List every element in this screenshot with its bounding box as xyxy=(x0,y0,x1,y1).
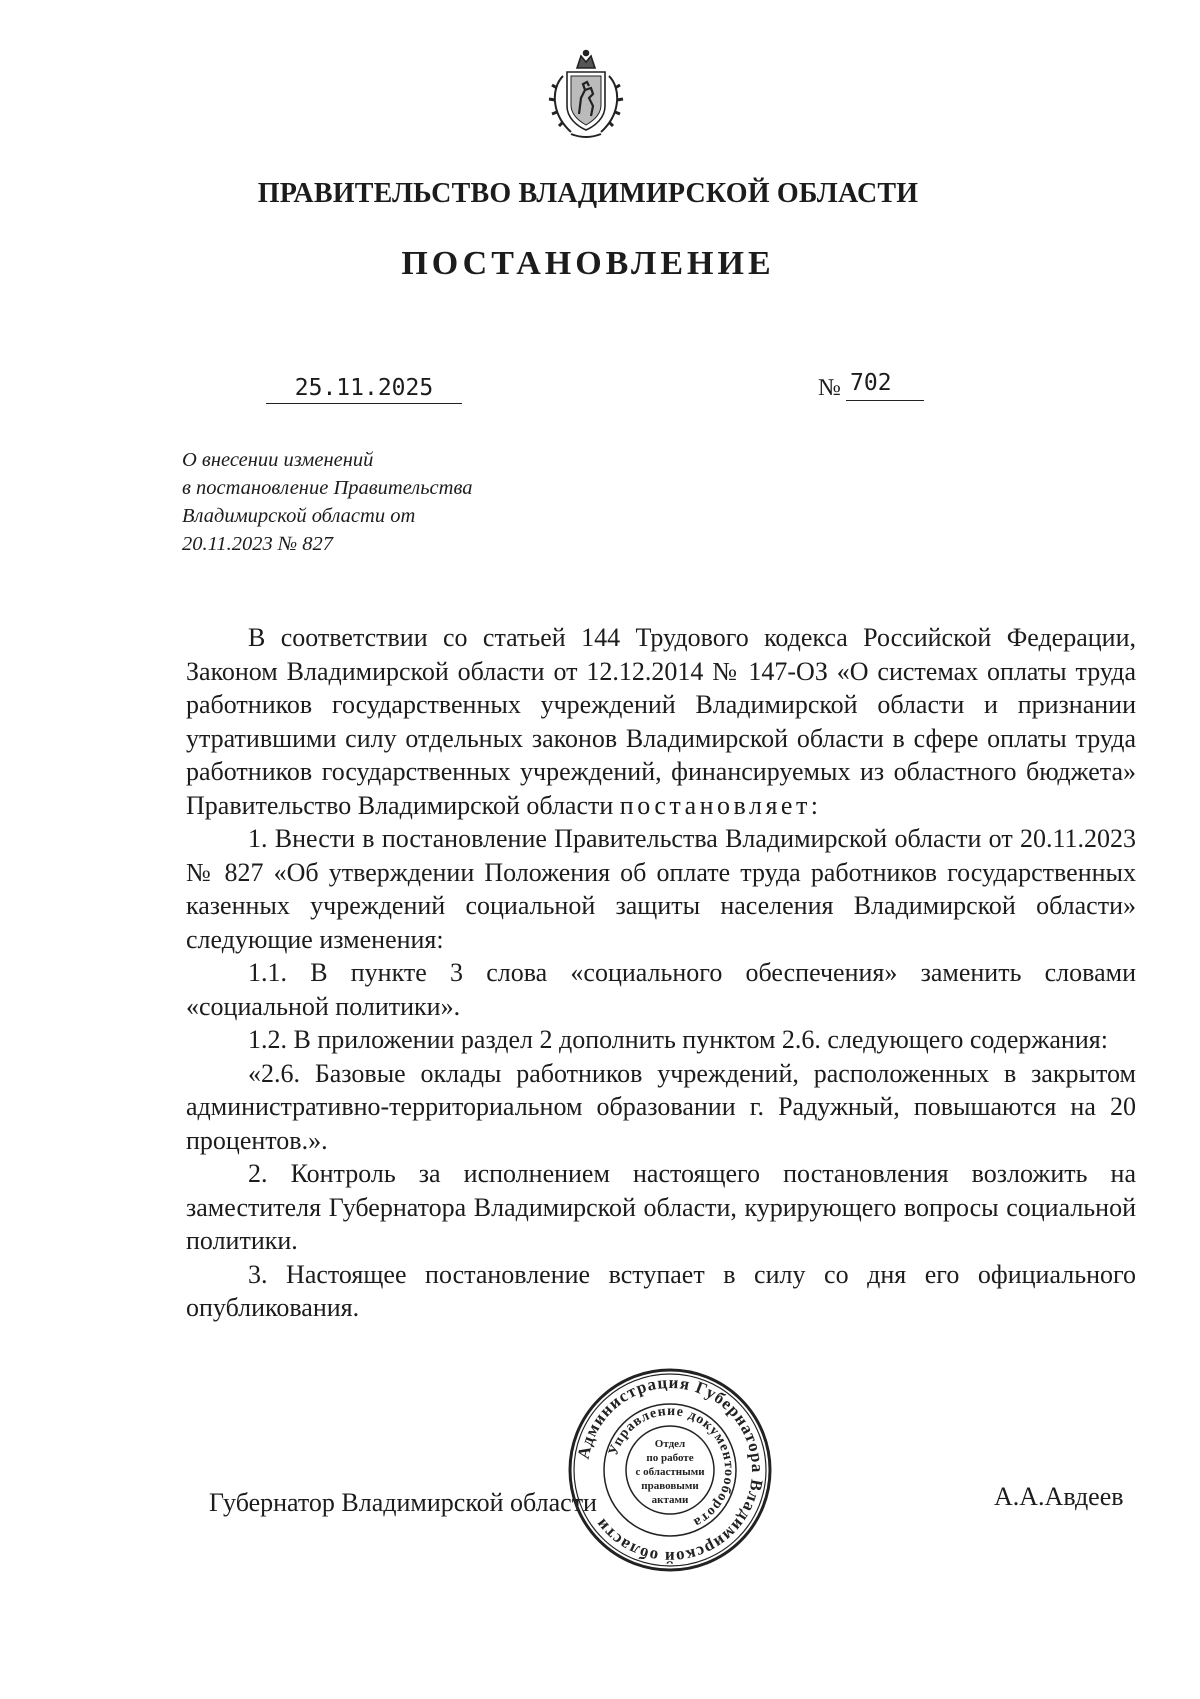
subject-line: О внесении изменений xyxy=(182,449,374,471)
paragraph-1-2: 1.2. В приложении раздел 2 дополнить пунктом 2.6. следующего содержания: xyxy=(248,1025,1108,1054)
subject-line: 20.11.2023 № 827 xyxy=(182,533,334,555)
subject-line: в постановление Правительства xyxy=(182,477,473,499)
stamp-center-line: с областными xyxy=(635,1466,705,1478)
paragraph-2: 2. Контроль за исполнением настоящего постановления возложить на заместителя Губернатора Владимирской области, курирующего вопросы социальной политики. xyxy=(186,1159,1136,1255)
signer-title: Губернатор Владимирской области xyxy=(209,1488,597,1517)
document-body xyxy=(186,621,1136,1325)
stamp-inner-text: Управление документооборота xyxy=(606,1403,737,1531)
paragraph-2-6-quote: «2.6. Базовые оклады работников учреждений, расположенных в закрытом административно-территориальном образовании г. Радужный, повышаются на 20 процентов.». xyxy=(186,1058,1136,1155)
paragraph-1: 1. Внести в постановление Правительства Владимирской области от 20.11.2023 № 827 «Об утверждении Положения об оплате труда работников государственных казенных учреждений социальной защиты населения Владимирской области» следующие изменения: xyxy=(186,824,1136,954)
paragraph-3: 3. Настоящее постановление вступает в силу со дня его официального опубликования. xyxy=(186,1259,1136,1322)
document-type: ПОСТАНОВЛЕНИЕ xyxy=(401,245,775,282)
stamp-center-line: Отдел xyxy=(654,1438,686,1450)
signer-name: А.А.Авдеев xyxy=(994,1482,1124,1511)
decree-word: постановляет: xyxy=(619,790,822,820)
official-stamp xyxy=(565,1365,775,1575)
stamp-center-line: актами xyxy=(651,1494,689,1506)
number-sign: № xyxy=(818,375,841,401)
preamble-paragraph xyxy=(186,621,1136,822)
stamp-outer-text: Администрация Губернатора Владимирской области xyxy=(573,1372,768,1568)
subject-line: Владимирской области от xyxy=(182,505,416,527)
document-number: 702 xyxy=(846,370,924,401)
coat-of-arms-icon xyxy=(541,48,631,140)
stamp-center-line: правовыми xyxy=(641,1480,699,1492)
document-date: 25.11.2025 xyxy=(266,375,462,404)
preamble-text: В соответствии со статьей 144 Трудового кодекса Российской Федерации, Законом Владимирской области от 12.12.2014 № 147-ОЗ «О системах оплаты труда работников государственных учреждений Владимирской области и признании утратившими силу отдельных законов Владимирской области в сфере оплаты труда работников государственных учреждений, финансируемых из областного бюджета» Правительство Владимирской области xyxy=(186,623,1136,820)
organization-title: ПРАВИТЕЛЬСТВО ВЛАДИМИРСКОЙ ОБЛАСТИ xyxy=(257,178,919,209)
stamp-center-line: по работе xyxy=(646,1452,694,1464)
paragraph-1-1: 1.1. В пункте 3 слова «социального обеспечения» заменить словами «социальной политики». xyxy=(186,958,1136,1021)
document-subject xyxy=(182,446,472,558)
